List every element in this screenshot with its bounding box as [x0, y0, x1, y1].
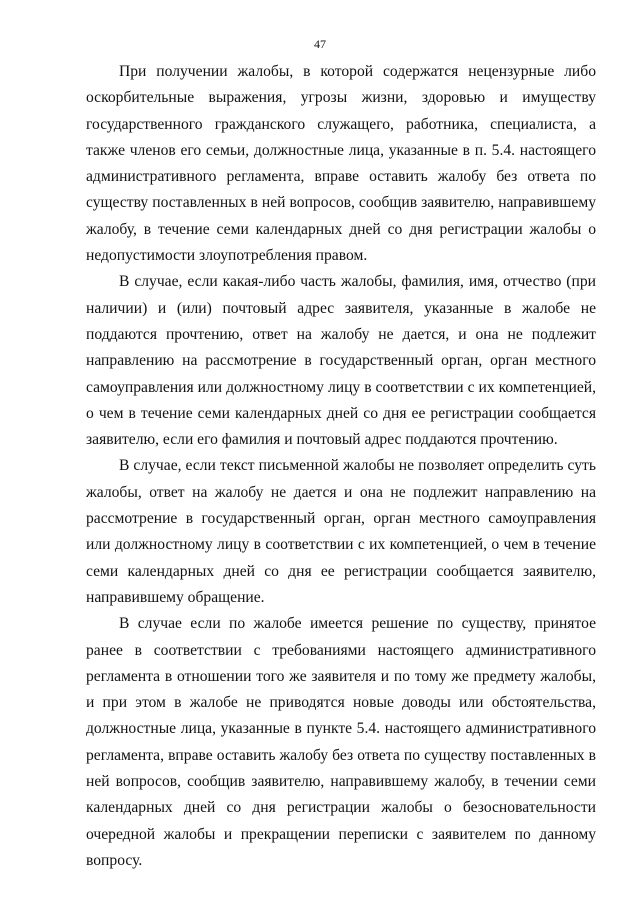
paragraph-repeated-complaints: В случае если по жалобе имеется решение по существу, принятое ранее в соответствии с требованиями настоящего административного регламента в отношении того же заявителя и по тому же предмету жалобы, и при этом в жалобе не приводятся новые доводы или обстоятельства, должностные лица, указанные в пункте 5.4. настоящего административного регламента, вправе оставить жалобу без ответа по существу поставленных в ней вопросов, сообщив заявителю, направившему жалобу, в течении семи календарных дней со дня регистрации жалобы о безосновательности очередной жалобы и прекращении переписки с заявителем по данному вопросу.: [86, 615, 596, 869]
paragraph-obscene-complaints: При получении жалобы, в которой содержатся нецензурные либо оскорбительные выражения, угрозы жизни, здоровью и имуществу государственного гражданского служащего, работника, специалиста, а также членов его семьи, должностные лица, указанные в п. 5.4. настоящего административного регламента, вправе оставить жалобу без ответа по существу поставленных в ней вопросов, сообщив заявителю, направившему жалобу, в течение семи календарных дней со дня регистрации жалобы о недопустимости злоупотребления правом.: [86, 63, 596, 265]
paragraph-unreadable-complaints: В случае, если какая-либо часть жалобы, фамилия, имя, отчество (при наличии) и (или) почтовый адрес заявителя, указанные в жалобе не поддаются прочтению, ответ на жалобу не дается, и она не подлежит направлению на рассмотрение в государственный орган, орган местного самоуправления или должностному лицу в соответствии с их компетенцией, о чем в течение семи календарных дней со дня ее регистрации сообщается заявителю, если его фамилия и почтовый адрес поддаются прочтению.: [86, 273, 596, 449]
document-body: [86, 59, 596, 874]
page-number: 47: [314, 37, 326, 51]
paragraph-undefined-essence: В случае, если текст письменной жалобы не позволяет определить суть жалобы, ответ на жалобу не дается и она не подлежит направлению на рассмотрение в государственный орган, орган местного самоуправления или должностному лицу в соответствии с их компетенцией, о чем в течение семи календарных дней со дня ее регистрации сообщается заявителю, направившему обращение.: [86, 457, 596, 606]
